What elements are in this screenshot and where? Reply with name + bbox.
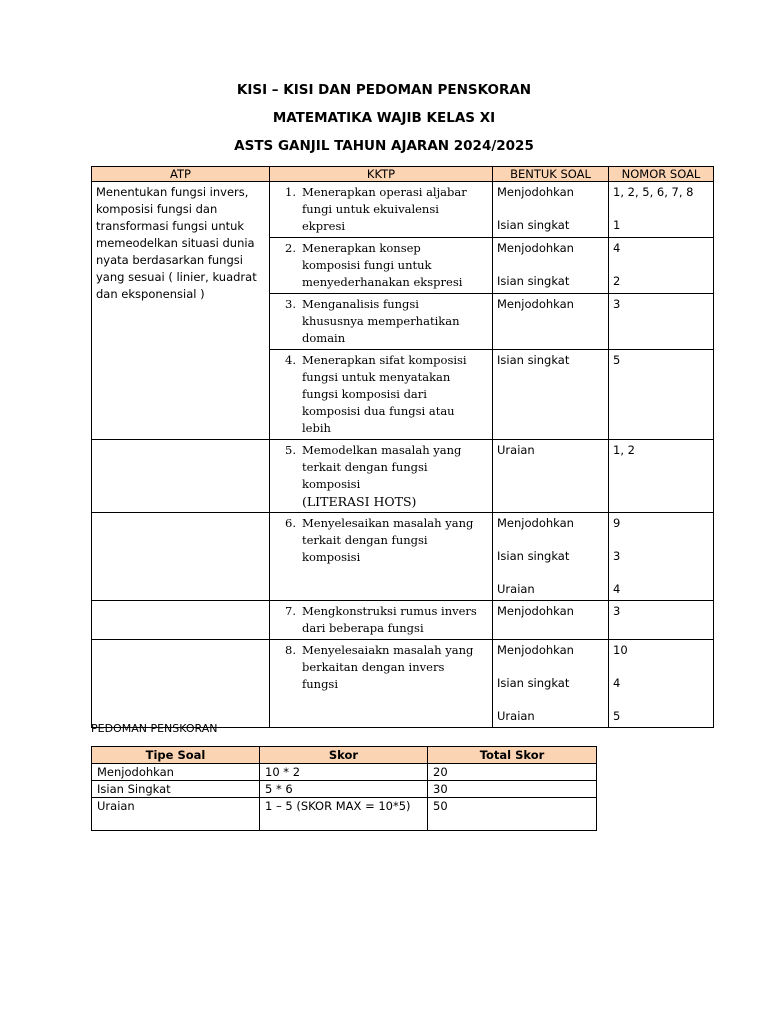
kktp-cell: 5. Memodelkan masalah yang terkait dengan fungsi komposisi (LITERASI HOTS) [270, 440, 493, 513]
atp-cell: Menentukan fungsi invers, komposisi fungsi dan transformasi fungsi untuk memeodelkan situasi dunia nyata berdasarkan fungsi yang sesuai ( linier, kuadrat dan eksponensial ) [92, 182, 270, 440]
header-tipe-soal: Tipe Soal [92, 747, 260, 764]
kktp-cell: 6. Menyelesaikan masalah yang terkait dengan fungsi komposisi [270, 513, 493, 601]
table-row [92, 440, 714, 513]
total-cell: 30 [428, 781, 597, 798]
bentuk-cell: Menjodohkan [493, 294, 609, 350]
nomor-cell: 3 [609, 601, 714, 640]
table-row [92, 513, 714, 601]
kktp-cell: 7. Mengkonstruksi rumus invers dari beberapa fungsi [270, 601, 493, 640]
nomor-cell: 10 4 5 [609, 640, 714, 728]
kktp-cell: 8. Menyelesaiakn masalah yang berkaitan dengan invers fungsi [270, 640, 493, 728]
literasi-hots-label: (LITERASI HOTS) [302, 494, 417, 509]
atp-cell-empty [92, 601, 270, 640]
nomor-cell: 1, 2, 5, 6, 7, 8 1 [609, 182, 714, 238]
skor-cell: 1 – 5 (SKOR MAX = 10*5) [260, 798, 428, 831]
nomor-cell: 1, 2 [609, 440, 714, 513]
atp-cell-empty [92, 640, 270, 728]
tipe-cell: Isian Singkat [92, 781, 260, 798]
doc-title-line-3: ASTS GANJIL TAHUN AJARAN 2024/2025 [234, 138, 534, 154]
atp-cell-empty [92, 513, 270, 601]
skor-cell: 5 * 6 [260, 781, 428, 798]
kktp-cell: 4. Menerapkan sifat komposisi fungsi untuk menyatakan fungsi komposisi dari komposisi dua fungsi atau lebih [270, 350, 493, 440]
pedoman-label: PEDOMAN PENSKORAN [91, 722, 218, 735]
bentuk-cell: Menjodohkan Isian singkat Uraian [493, 640, 609, 728]
nomor-cell: 9 3 4 [609, 513, 714, 601]
header-skor: Skor [260, 747, 428, 764]
bentuk-cell: Menjodohkan [493, 601, 609, 640]
bentuk-cell: Menjodohkan Isian singkat [493, 182, 609, 238]
pedoman-header-row [92, 747, 597, 764]
total-cell: 50 [428, 798, 597, 831]
pedoman-table [91, 746, 597, 831]
header-total-skor: Total Skor [428, 747, 597, 764]
table-row [92, 182, 714, 238]
table-row [92, 781, 597, 798]
header-bentuk-soal: BENTUK SOAL [493, 167, 609, 182]
header-kktp: KKTP [270, 167, 493, 182]
nomor-cell: 5 [609, 350, 714, 440]
kisi-table [91, 166, 714, 728]
total-cell: 20 [428, 764, 597, 781]
tipe-cell: Menjodohkan [92, 764, 260, 781]
tipe-cell: Uraian [92, 798, 260, 831]
nomor-cell: 4 2 [609, 238, 714, 294]
atp-cell-empty [92, 440, 270, 513]
kktp-cell: 2. Menerapkan konsep komposisi fungi untuk menyederhanakan ekspresi [270, 238, 493, 294]
kktp-cell: 3. Menganalisis fungsi khususnya memperhatikan domain [270, 294, 493, 350]
bentuk-cell: Uraian [493, 440, 609, 513]
doc-title-line-2: MATEMATIKA WAJIB KELAS XI [272, 110, 496, 126]
table-row [92, 798, 597, 831]
kktp-cell: 1. Menerapkan operasi aljabar fungi untuk ekuivalensi ekpresi [270, 182, 493, 238]
header-nomor-soal: NOMOR SOAL [609, 167, 714, 182]
doc-title-line-1: KISI – KISI DAN PEDOMAN PENSKORAN [236, 82, 532, 98]
bentuk-cell: Menjodohkan Isian singkat [493, 238, 609, 294]
bentuk-cell: Isian singkat [493, 350, 609, 440]
kisi-header-row [92, 167, 714, 182]
nomor-cell: 3 [609, 294, 714, 350]
header-atp: ATP [92, 167, 270, 182]
table-row [92, 640, 714, 728]
skor-cell: 10 * 2 [260, 764, 428, 781]
bentuk-cell: Menjodohkan Isian singkat Uraian [493, 513, 609, 601]
table-row [92, 601, 714, 640]
table-row [92, 764, 597, 781]
